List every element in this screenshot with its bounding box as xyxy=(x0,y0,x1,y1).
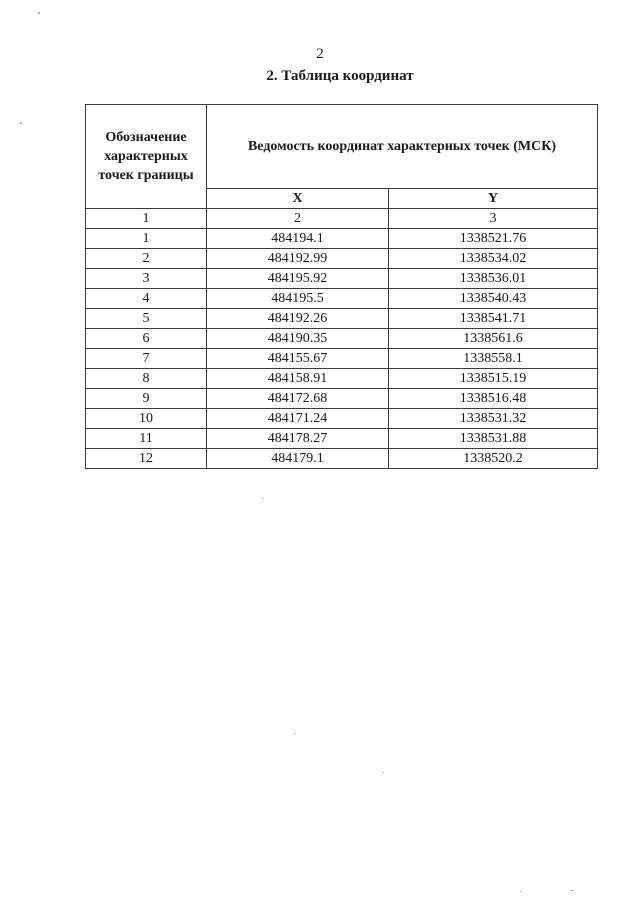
x-coordinate-cell: 484194.1 xyxy=(207,229,389,249)
y-coordinate-cell: 1338521.76 xyxy=(389,229,598,249)
header-designation: Обозначение характерных точек границы xyxy=(86,105,207,209)
scan-speck xyxy=(294,733,296,734)
table-body xyxy=(86,229,598,469)
y-coordinate-cell: 1338541.71 xyxy=(389,309,598,329)
column-number-3: 3 xyxy=(389,209,598,229)
y-coordinate-cell: 1338558.1 xyxy=(389,349,598,369)
x-coordinate-cell: 484171.24 xyxy=(207,409,389,429)
header-y: Y xyxy=(389,189,598,209)
x-coordinate-cell: 484190.35 xyxy=(207,329,389,349)
header-row xyxy=(86,105,598,189)
point-cell: 2 xyxy=(86,249,207,269)
y-coordinate-cell: 1338515.19 xyxy=(389,369,598,389)
table-row xyxy=(86,349,598,369)
scan-speck xyxy=(262,498,264,499)
header-statement: Ведомость координат характерных точек (МСК) xyxy=(207,105,598,189)
x-coordinate-cell: 484192.26 xyxy=(207,309,389,329)
column-number-row xyxy=(86,209,598,229)
table-row xyxy=(86,449,598,469)
x-coordinate-cell: 484178.27 xyxy=(207,429,389,449)
x-coordinate-cell: 484172.68 xyxy=(207,389,389,409)
scan-speck xyxy=(382,772,384,773)
y-coordinate-cell: 1338516.48 xyxy=(389,389,598,409)
table-row xyxy=(86,249,598,269)
table-row xyxy=(86,289,598,309)
x-coordinate-cell: 484179.1 xyxy=(207,449,389,469)
y-coordinate-cell: 1338531.88 xyxy=(389,429,598,449)
x-coordinate-cell: 484192.99 xyxy=(207,249,389,269)
y-coordinate-cell: 1338561.6 xyxy=(389,329,598,349)
y-coordinate-cell: 1338536.01 xyxy=(389,269,598,289)
scan-speck xyxy=(20,122,22,124)
y-coordinate-cell: 1338540.43 xyxy=(389,289,598,309)
y-coordinate-cell: 1338534.02 xyxy=(389,249,598,269)
point-cell: 4 xyxy=(86,289,207,309)
point-cell: 10 xyxy=(86,409,207,429)
scan-speck xyxy=(38,12,40,14)
point-cell: 8 xyxy=(86,369,207,389)
x-coordinate-cell: 484195.5 xyxy=(207,289,389,309)
column-number-1: 1 xyxy=(86,209,207,229)
table-title: 2. Таблица координат xyxy=(266,68,414,84)
scan-speck xyxy=(570,890,573,891)
table-row xyxy=(86,429,598,449)
point-cell: 1 xyxy=(86,229,207,249)
point-cell: 6 xyxy=(86,329,207,349)
table-row xyxy=(86,229,598,249)
point-cell: 5 xyxy=(86,309,207,329)
point-cell: 12 xyxy=(86,449,207,469)
table-row xyxy=(86,309,598,329)
x-coordinate-cell: 484158.91 xyxy=(207,369,389,389)
y-coordinate-cell: 1338531.32 xyxy=(389,409,598,429)
point-cell: 3 xyxy=(86,269,207,289)
table-row xyxy=(86,269,598,289)
point-cell: 9 xyxy=(86,389,207,409)
point-cell: 11 xyxy=(86,429,207,449)
table-row xyxy=(86,329,598,349)
page-number: 2 xyxy=(316,46,324,62)
scan-speck xyxy=(520,891,522,892)
x-coordinate-cell: 484195.92 xyxy=(207,269,389,289)
table-row xyxy=(86,389,598,409)
x-coordinate-cell: 484155.67 xyxy=(207,349,389,369)
table-row xyxy=(86,409,598,429)
column-number-2: 2 xyxy=(207,209,389,229)
table-row xyxy=(86,369,598,389)
point-cell: 7 xyxy=(86,349,207,369)
header-x: X xyxy=(207,189,389,209)
y-coordinate-cell: 1338520.2 xyxy=(389,449,598,469)
coordinates-table xyxy=(85,104,598,469)
